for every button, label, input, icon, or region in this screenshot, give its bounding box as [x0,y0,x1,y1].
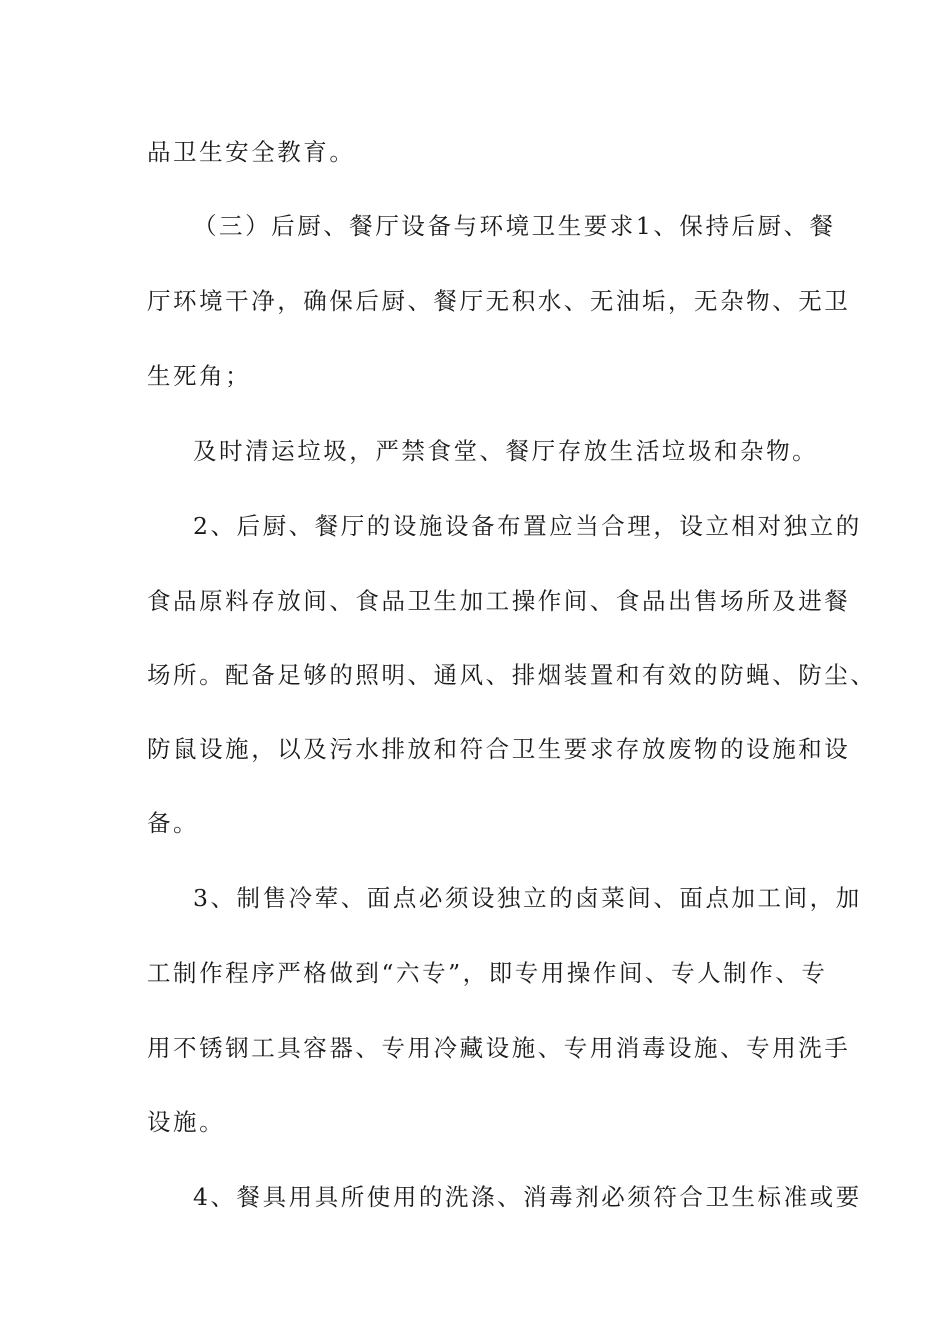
text-line-4: 生死角； [147,362,252,390]
text-line-2: （三）后厨、餐厅设备与环境卫生要求1、保持后厨、餐 [193,212,836,240]
text-line-3: 厅环境干净，确保后厨、餐厅无积水、无油垢，无杂物、无卫 [147,287,851,315]
text-line-1: 品卫生安全教育。 [147,138,356,166]
text-line-12: 工制作程序严格做到“六专”，即专用操作间、专人制作、专 [147,959,828,987]
text-line-11: 3、制售冷荤、面点必须设独立的卤菜间、面点加工间，加 [193,884,862,912]
text-line-10: 备。 [147,809,200,837]
text-line-14: 设施。 [147,1108,226,1136]
text-line-9: 防鼠设施，以及污水排放和符合卫生要求存放废物的设施和设 [147,735,851,763]
text-line-8: 场所。配备足够的照明、通风、排烟装置和有效的防蝇、防尘、 [147,661,877,689]
text-line-5: 及时清运垃圾，严禁食堂、餐厅存放生活垃圾和杂物。 [193,437,819,465]
text-line-7: 食品原料存放间、食品卫生加工操作间、食品出售场所及进餐 [147,587,851,615]
text-line-13: 用不锈钢工具容器、专用冷藏设施、专用消毒设施、专用洗手 [147,1034,851,1062]
text-line-6: 2、后厨、餐厅的设施设备布置应当合理，设立相对独立的 [193,512,862,540]
text-line-15: 4、餐具用具所使用的洗涤、消毒剂必须符合卫生标准或要 [193,1183,862,1211]
